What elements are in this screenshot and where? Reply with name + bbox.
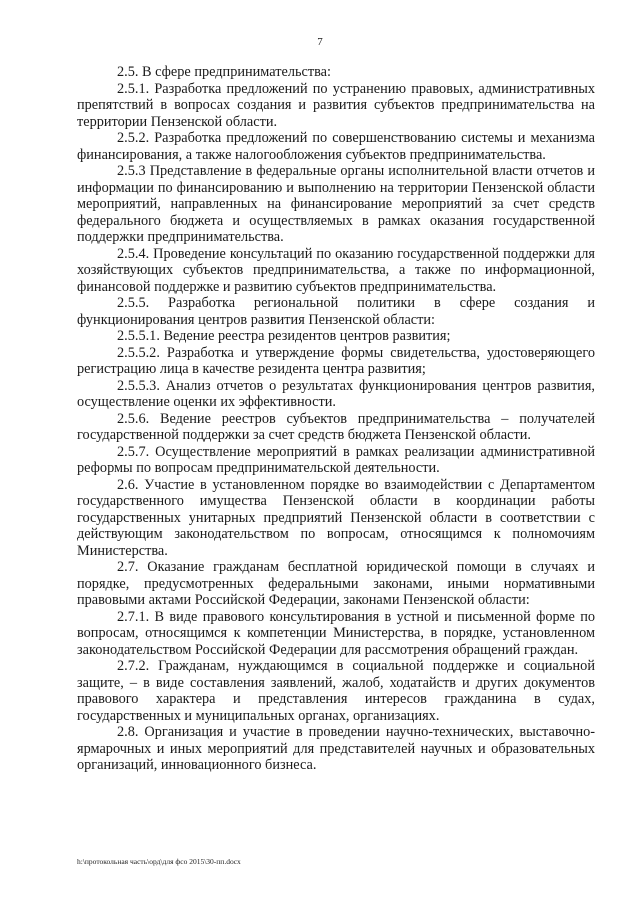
paragraph-2-5-1: 2.5.1. Разработка предложений по устранению правовых, административных препятствий в вопросах создания и развития субъектов предпринимательства на территории Пензенской области. (77, 80, 595, 130)
paragraph-2-5-7: 2.5.7. Осуществление мероприятий в рамках реализации административной реформы по вопросам предпринимательской деятельности. (77, 443, 595, 476)
paragraph-2-8: 2.8. Организация и участие в проведении научно-технических, выставочно-ярмарочных и иных мероприятий для представителей научных и образовательных организаций, инновационного бизнеса. (77, 724, 595, 773)
paragraph-2-5-3: 2.5.3 Представление в федеральные органы исполнительной власти отчетов и информации по финансированию и выполнению на территории Пензенской области мероприятий, направленных на финансирование мероприятий за счет средств федерального бюджета и осуществляемых в рамках оказания государственной поддержки предпринимательства. (77, 163, 595, 245)
page-number: 7 (317, 36, 323, 48)
paragraph-2-7-2: 2.7.2. Гражданам, нуждающимся в социальной поддержке и социальной защите, – в виде составления заявлений, жалоб, ходатайств и других документов правового характера и представления интересов гражданина в судах, государственных и муниципальных органах, организациях. (77, 658, 595, 724)
paragraph-2-5-2: 2.5.2. Разработка предложений по совершенствованию системы и механизма финансирования, а также налогообложения субъектов предпринимательства. (77, 130, 595, 163)
paragraph-2-5: 2.5. В сфере предпринимательства: (117, 64, 331, 80)
paragraph-2-5-5-3: 2.5.5.3. Анализ отчетов о результатах функционирования центров развития, осуществление оценки их эффективности. (77, 377, 595, 410)
document-body (77, 64, 595, 774)
paragraph-2-5-5: 2.5.5. Разработка региональной политики в сфере создания и функционирования центров развития Пензенской области: (77, 295, 595, 328)
paragraph-2-5-4: 2.5.4. Проведение консультаций по оказанию государственной поддержки для хозяйствующих субъектов предпринимательства, а также по информационной, финансовой поддержке и развитию субъектов предпринимательства. (77, 245, 595, 295)
paragraph-2-5-5-1: 2.5.5.1. Ведение реестра резидентов центров развития; (117, 328, 451, 344)
file-path-footer: h:\протокольная часть\орд\для фсо 2015\30-пп.docx (77, 857, 241, 866)
paragraph-2-7: 2.7. Оказание гражданам бесплатной юридической помощи в случаях и порядке, предусмотренных федеральными законами, иными нормативными правовыми актами Российской Федерации, законами Пензенской области: (77, 559, 595, 608)
paragraph-2-5-5-2: 2.5.5.2. Разработка и утверждение формы свидетельства, удостоверяющего регистрацию лица в качестве резидента центра развития; (77, 344, 595, 377)
paragraph-2-5-6: 2.5.6. Ведение реестров субъектов предпринимательства – получателей государственной поддержки за счет средств бюджета Пензенской области. (77, 410, 595, 443)
paragraph-2-7-1: 2.7.1. В виде правового консультирования в устной и письменной форме по вопросам, относящимся к компетенции Министерства, в порядке, установленном законодательством Российской Федерации для рассмотрения обращений граждан. (77, 608, 595, 658)
paragraph-2-6: 2.6. Участие в установленном порядке во взаимодействии с Департаментом государственного имущества Пензенской области в координации работы государственных унитарных предприятий Пензенской области в соответствии с действующим законодательством по вопросам, относящимся к полномочиям Министерства. (77, 476, 595, 559)
